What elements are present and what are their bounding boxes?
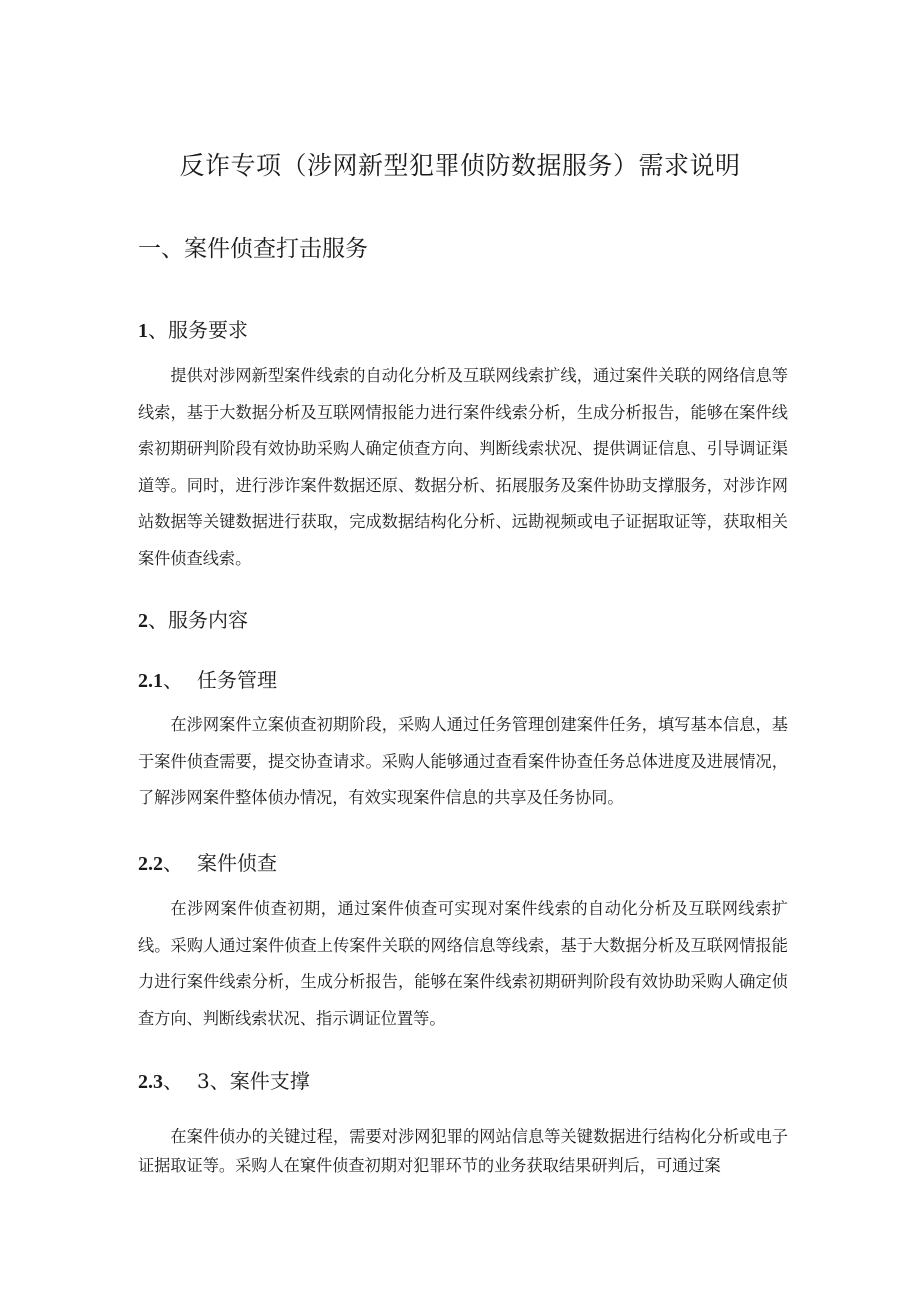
- subsection-heading-2-2: [138, 847, 277, 876]
- section-heading-1: 一、案件侦查打击服务: [138, 236, 368, 262]
- subsection-heading-2: [138, 604, 248, 633]
- subsection-label: 服务内容: [168, 608, 248, 632]
- subsection-number: 2.2: [138, 853, 163, 875]
- subsection-label: 案件侦查: [197, 851, 277, 875]
- paragraph-case-support: 在案件侦办的关键过程，需要对涉网犯罪的网站信息等关键数据进行结构化分析或电子证据取证等。采购人在窠件侦查初期对犯罪环节的业务获取结果研判后，可通过案: [138, 1127, 788, 1175]
- subsection-heading-2-1: [138, 664, 277, 693]
- subsection-label: 任务管理: [197, 668, 277, 692]
- subsection-number: 1: [138, 320, 148, 342]
- subsection-number: 2.1: [138, 670, 163, 692]
- subsection-separator: 、: [163, 1069, 183, 1093]
- subsection-separator: 、: [148, 608, 168, 632]
- subsection-separator: 、: [163, 851, 183, 875]
- subsection-heading-1: [138, 314, 248, 343]
- subsection-separator: 、: [148, 318, 168, 342]
- paragraph-case-investigation: 在涉网案件侦查初期，通过案件侦查可实现对案件线索的自动化分析及互联网线索扩线。采购人通过案件侦查上传案件关联的网络信息等线索，基于大数据分析及互联网情报能力进行案件线索分析，生成分析报告，能够在案件线索初期研判阶段有效协助采购人确定侦查方向、判断线索状况、指示调证位置等。: [138, 899, 788, 1028]
- paragraph-task-management: 在涉网案件立案侦查初期阶段，采购人通过任务管理创建案件任务，填写基本信息，基于案件侦查需要，提交协查请求。采购人能够通过查看案件协查任务总体进度及进展情况，了解涉网案件整体侦办情况，有效实现案件信息的共享及任务协同。: [138, 715, 788, 807]
- subsection-number: 2: [138, 610, 148, 632]
- subsection-heading-2-3: [138, 1065, 310, 1094]
- document-title: 反诈专项（涉网新型犯罪侦防数据服务）需求说明: [179, 151, 741, 180]
- subsection-separator: 、: [163, 668, 183, 692]
- subsection-number: 2.3: [138, 1071, 163, 1093]
- subsection-label: 服务要求: [168, 318, 248, 342]
- subsection-label: 3、案件支撑: [197, 1069, 310, 1093]
- paragraph-service-requirements: 提供对涉网新型案件线索的自动化分析及互联网线索扩线，通过案件关联的网络信息等线索，基于大数据分析及互联网情报能力进行案件线索分析，生成分析报告，能够在案件线索初期研判阶段有效协助采购人确定侦查方向、判断线索状况、提供调证信息、引导调证渠道等。同时，进行涉诈案件数据还原、数据分析、拓展服务及案件协助支撑服务，对涉诈网站数据等关键数据进行获取，完成数据结构化分析、远勘视频或电子证据取证等，获取相关案件侦查线索。: [138, 366, 788, 568]
